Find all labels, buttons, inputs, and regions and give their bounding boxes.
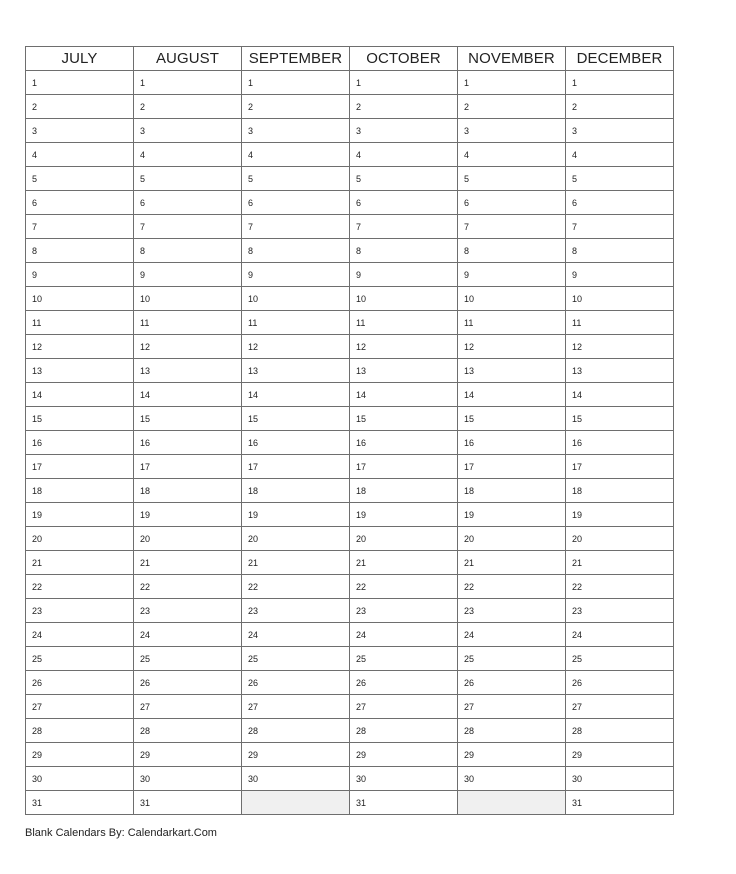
day-cell: 20	[458, 527, 566, 551]
day-cell: 4	[134, 143, 242, 167]
day-cell: 2	[134, 95, 242, 119]
table-row	[26, 407, 674, 431]
day-cell: 7	[566, 215, 674, 239]
day-cell: 11	[26, 311, 134, 335]
table-row	[26, 95, 674, 119]
day-cell: 3	[350, 119, 458, 143]
day-cell: 26	[566, 671, 674, 695]
blank-cell	[458, 791, 566, 815]
table-row	[26, 695, 674, 719]
day-cell: 2	[242, 95, 350, 119]
table-row	[26, 215, 674, 239]
day-cell: 4	[26, 143, 134, 167]
day-cell: 5	[134, 167, 242, 191]
day-cell: 8	[26, 239, 134, 263]
day-cell: 8	[134, 239, 242, 263]
day-cell: 11	[566, 311, 674, 335]
table-row	[26, 143, 674, 167]
day-cell: 21	[458, 551, 566, 575]
table-row	[26, 743, 674, 767]
day-cell: 14	[26, 383, 134, 407]
month-header-row	[26, 47, 674, 71]
table-row	[26, 551, 674, 575]
table-row	[26, 527, 674, 551]
day-cell: 21	[242, 551, 350, 575]
blank-cell	[242, 791, 350, 815]
day-cell: 18	[26, 479, 134, 503]
day-cell: 15	[242, 407, 350, 431]
day-cell: 7	[26, 215, 134, 239]
day-cell: 13	[566, 359, 674, 383]
day-cell: 6	[458, 191, 566, 215]
day-cell: 10	[350, 287, 458, 311]
day-cell: 2	[458, 95, 566, 119]
day-cell: 25	[134, 647, 242, 671]
day-cell: 9	[458, 263, 566, 287]
day-cell: 27	[134, 695, 242, 719]
day-cell: 16	[26, 431, 134, 455]
day-cell: 6	[350, 191, 458, 215]
day-cell: 12	[242, 335, 350, 359]
day-cell: 7	[458, 215, 566, 239]
day-cell: 14	[566, 383, 674, 407]
day-cell: 12	[26, 335, 134, 359]
day-cell: 29	[458, 743, 566, 767]
day-cell: 30	[134, 767, 242, 791]
table-row	[26, 359, 674, 383]
table-row	[26, 575, 674, 599]
day-cell: 28	[134, 719, 242, 743]
day-cell: 6	[566, 191, 674, 215]
table-row	[26, 335, 674, 359]
day-cell: 10	[26, 287, 134, 311]
day-cell: 1	[566, 71, 674, 95]
footer-credit: Blank Calendars By: Calendarkart.Com	[25, 827, 217, 839]
day-cell: 8	[350, 239, 458, 263]
day-cell: 17	[242, 455, 350, 479]
day-cell: 18	[242, 479, 350, 503]
day-cell: 7	[134, 215, 242, 239]
day-cell: 22	[26, 575, 134, 599]
table-row	[26, 647, 674, 671]
day-cell: 16	[134, 431, 242, 455]
table-row	[26, 119, 674, 143]
day-cell: 13	[458, 359, 566, 383]
day-cell: 15	[26, 407, 134, 431]
day-cell: 11	[350, 311, 458, 335]
day-cell: 9	[134, 263, 242, 287]
day-cell: 8	[566, 239, 674, 263]
day-cell: 29	[134, 743, 242, 767]
day-cell: 23	[134, 599, 242, 623]
day-cell: 26	[134, 671, 242, 695]
day-cell: 30	[458, 767, 566, 791]
day-cell: 23	[242, 599, 350, 623]
day-cell: 5	[242, 167, 350, 191]
day-cell: 5	[458, 167, 566, 191]
day-cell: 3	[566, 119, 674, 143]
day-cell: 9	[242, 263, 350, 287]
day-cell: 24	[134, 623, 242, 647]
day-cell: 25	[26, 647, 134, 671]
day-cell: 10	[566, 287, 674, 311]
day-cell: 15	[134, 407, 242, 431]
day-cell: 26	[242, 671, 350, 695]
day-cell: 27	[26, 695, 134, 719]
day-cell: 19	[242, 503, 350, 527]
table-row	[26, 167, 674, 191]
day-cell: 19	[458, 503, 566, 527]
day-cell: 30	[566, 767, 674, 791]
table-row	[26, 719, 674, 743]
day-cell: 5	[26, 167, 134, 191]
table-row	[26, 383, 674, 407]
day-cell: 19	[566, 503, 674, 527]
day-cell: 22	[242, 575, 350, 599]
day-cell: 17	[134, 455, 242, 479]
day-cell: 23	[26, 599, 134, 623]
month-header-december: DECEMBER	[566, 47, 674, 71]
day-cell: 1	[242, 71, 350, 95]
day-cell: 30	[26, 767, 134, 791]
day-cell: 17	[26, 455, 134, 479]
day-cell: 14	[242, 383, 350, 407]
day-cell: 25	[458, 647, 566, 671]
table-row	[26, 455, 674, 479]
day-cell: 4	[458, 143, 566, 167]
day-cell: 24	[458, 623, 566, 647]
day-cell: 20	[134, 527, 242, 551]
table-row	[26, 791, 674, 815]
table-row	[26, 623, 674, 647]
day-cell: 16	[458, 431, 566, 455]
day-cell: 26	[350, 671, 458, 695]
table-row	[26, 287, 674, 311]
day-cell: 19	[350, 503, 458, 527]
day-cell: 3	[134, 119, 242, 143]
table-row	[26, 311, 674, 335]
day-cell: 21	[566, 551, 674, 575]
day-cell: 2	[26, 95, 134, 119]
day-cell: 12	[134, 335, 242, 359]
table-row	[26, 767, 674, 791]
day-cell: 27	[242, 695, 350, 719]
day-cell: 2	[350, 95, 458, 119]
day-cell: 11	[242, 311, 350, 335]
day-cell: 18	[350, 479, 458, 503]
day-cell: 24	[566, 623, 674, 647]
day-cell: 25	[566, 647, 674, 671]
day-cell: 1	[350, 71, 458, 95]
day-cell: 20	[242, 527, 350, 551]
day-cell: 18	[566, 479, 674, 503]
day-cell: 20	[26, 527, 134, 551]
table-row	[26, 599, 674, 623]
day-cell: 24	[26, 623, 134, 647]
day-cell: 6	[134, 191, 242, 215]
day-cell: 28	[350, 719, 458, 743]
day-cell: 26	[458, 671, 566, 695]
table-row	[26, 671, 674, 695]
day-cell: 30	[350, 767, 458, 791]
day-cell: 15	[458, 407, 566, 431]
day-cell: 10	[242, 287, 350, 311]
day-cell: 22	[134, 575, 242, 599]
day-cell: 24	[350, 623, 458, 647]
day-cell: 24	[242, 623, 350, 647]
day-cell: 13	[26, 359, 134, 383]
table-row	[26, 431, 674, 455]
day-cell: 28	[458, 719, 566, 743]
month-header-october: OCTOBER	[350, 47, 458, 71]
day-cell: 28	[26, 719, 134, 743]
day-cell: 15	[350, 407, 458, 431]
day-cell: 5	[566, 167, 674, 191]
day-cell: 3	[242, 119, 350, 143]
day-cell: 11	[458, 311, 566, 335]
day-cell: 6	[26, 191, 134, 215]
day-cell: 12	[350, 335, 458, 359]
day-cell: 8	[458, 239, 566, 263]
day-cell: 18	[458, 479, 566, 503]
table-row	[26, 191, 674, 215]
calendar-table	[25, 46, 674, 815]
day-cell: 29	[26, 743, 134, 767]
day-cell: 13	[134, 359, 242, 383]
day-cell: 31	[134, 791, 242, 815]
day-cell: 3	[26, 119, 134, 143]
day-cell: 9	[350, 263, 458, 287]
day-cell: 29	[242, 743, 350, 767]
day-cell: 31	[26, 791, 134, 815]
day-cell: 16	[350, 431, 458, 455]
day-cell: 23	[458, 599, 566, 623]
day-cell: 13	[350, 359, 458, 383]
month-header-november: NOVEMBER	[458, 47, 566, 71]
day-cell: 5	[350, 167, 458, 191]
day-cell: 25	[242, 647, 350, 671]
day-cell: 1	[26, 71, 134, 95]
day-cell: 14	[134, 383, 242, 407]
day-cell: 14	[350, 383, 458, 407]
day-cell: 1	[134, 71, 242, 95]
day-cell: 4	[566, 143, 674, 167]
day-cell: 1	[458, 71, 566, 95]
day-cell: 20	[350, 527, 458, 551]
day-cell: 13	[242, 359, 350, 383]
day-cell: 22	[350, 575, 458, 599]
day-cell: 14	[458, 383, 566, 407]
day-cell: 7	[242, 215, 350, 239]
day-cell: 23	[566, 599, 674, 623]
day-cell: 27	[350, 695, 458, 719]
day-cell: 31	[566, 791, 674, 815]
day-cell: 20	[566, 527, 674, 551]
table-row	[26, 503, 674, 527]
day-cell: 17	[458, 455, 566, 479]
day-cell: 12	[566, 335, 674, 359]
day-cell: 6	[242, 191, 350, 215]
day-cell: 7	[350, 215, 458, 239]
calendar-body	[26, 71, 674, 815]
day-cell: 25	[350, 647, 458, 671]
day-cell: 10	[134, 287, 242, 311]
day-cell: 26	[26, 671, 134, 695]
day-cell: 29	[350, 743, 458, 767]
day-cell: 21	[350, 551, 458, 575]
day-cell: 18	[134, 479, 242, 503]
day-cell: 31	[350, 791, 458, 815]
table-row	[26, 239, 674, 263]
day-cell: 16	[242, 431, 350, 455]
month-header-september: SEPTEMBER	[242, 47, 350, 71]
day-cell: 8	[242, 239, 350, 263]
day-cell: 12	[458, 335, 566, 359]
day-cell: 28	[242, 719, 350, 743]
day-cell: 19	[26, 503, 134, 527]
day-cell: 19	[134, 503, 242, 527]
day-cell: 30	[242, 767, 350, 791]
month-header-august: AUGUST	[134, 47, 242, 71]
day-cell: 22	[566, 575, 674, 599]
table-row	[26, 263, 674, 287]
day-cell: 16	[566, 431, 674, 455]
day-cell: 9	[26, 263, 134, 287]
day-cell: 4	[350, 143, 458, 167]
month-header-july: JULY	[26, 47, 134, 71]
day-cell: 11	[134, 311, 242, 335]
day-cell: 23	[350, 599, 458, 623]
day-cell: 17	[566, 455, 674, 479]
day-cell: 22	[458, 575, 566, 599]
day-cell: 17	[350, 455, 458, 479]
day-cell: 3	[458, 119, 566, 143]
table-row	[26, 479, 674, 503]
day-cell: 28	[566, 719, 674, 743]
day-cell: 4	[242, 143, 350, 167]
day-cell: 21	[134, 551, 242, 575]
day-cell: 21	[26, 551, 134, 575]
day-cell: 29	[566, 743, 674, 767]
table-row	[26, 71, 674, 95]
day-cell: 9	[566, 263, 674, 287]
day-cell: 15	[566, 407, 674, 431]
day-cell: 2	[566, 95, 674, 119]
day-cell: 10	[458, 287, 566, 311]
day-cell: 27	[566, 695, 674, 719]
day-cell: 27	[458, 695, 566, 719]
